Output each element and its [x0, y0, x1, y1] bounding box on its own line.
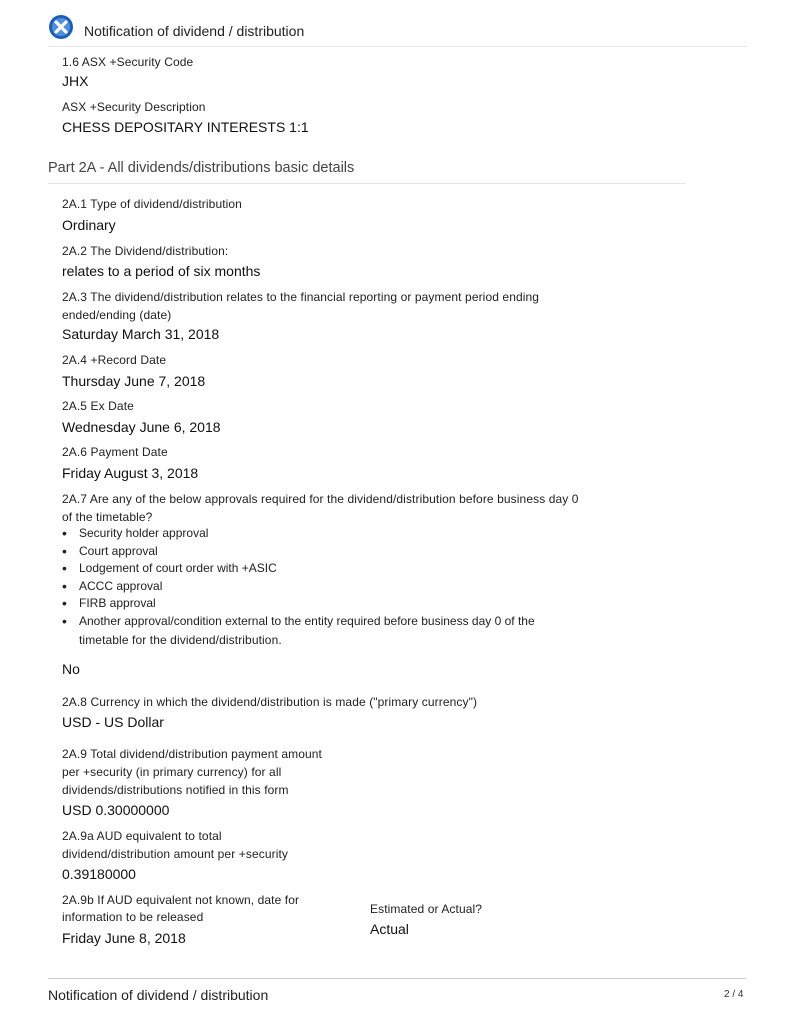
q7-value: No — [62, 661, 80, 677]
list-item-continuation: timetable for the dividend/distribution. — [79, 633, 282, 647]
q9b-label-line2: information to be released — [62, 910, 204, 924]
footer-title: Notification of dividend / distribution — [48, 987, 269, 1003]
q2-value: relates to a period of six months — [62, 263, 261, 279]
section-title: Part 2A - All dividends/distributions basic details — [48, 160, 355, 176]
q4-value: Thursday June 7, 2018 — [62, 373, 206, 389]
section-divider — [48, 183, 686, 184]
security-code-value: JHX — [62, 73, 89, 89]
estimated-value: Actual — [370, 921, 409, 937]
q1-value: Ordinary — [62, 217, 116, 233]
q9a-label-line1: 2A.9a AUD equivalent to total — [62, 829, 222, 843]
list-item: • Another approval/condition external to the entity required before business day 0 of the — [62, 613, 662, 631]
q5-label: 2A.5 Ex Date — [62, 399, 134, 413]
q9-value: USD 0.30000000 — [62, 802, 170, 818]
footer-divider — [48, 978, 746, 979]
q4-label: 2A.4 +Record Date — [62, 353, 167, 367]
list-item: • ACCC approval — [62, 578, 662, 596]
q9-label-line1: 2A.9 Total dividend/distribution payment amount — [62, 747, 322, 761]
q2-label: 2A.2 The Dividend/distribution: — [62, 244, 229, 258]
security-code-label: 1.6 ASX +Security Code — [62, 55, 194, 69]
list-item: • FIRB approval — [62, 595, 662, 613]
q5-value: Wednesday June 6, 2018 — [62, 419, 221, 435]
q9-label-line3: dividends/distributions notified in this form — [62, 783, 289, 797]
q9a-label-line2: dividend/distribution amount per +security — [62, 847, 288, 861]
q7-label-line1: 2A.7 Are any of the below approvals required for the dividend/distribution before business day 0 — [62, 492, 579, 506]
q9a-value: 0.39180000 — [62, 866, 136, 882]
list-item: • Lodgement of court order with +ASIC — [62, 560, 662, 578]
estimated-label: Estimated or Actual? — [370, 902, 483, 916]
q8-label: 2A.8 Currency in which the dividend/distribution is made ("primary currency") — [62, 695, 478, 709]
page-header — [48, 14, 746, 47]
security-description-label: ASX +Security Description — [62, 100, 206, 114]
header-title: Notification of dividend / distribution — [84, 23, 305, 39]
q9-label-line2: per +security (in primary currency) for all — [62, 765, 282, 779]
q7-label-line2: of the timetable? — [62, 510, 153, 524]
q3-value: Saturday March 31, 2018 — [62, 326, 220, 342]
q6-value: Friday August 3, 2018 — [62, 465, 199, 481]
q9b-value: Friday June 8, 2018 — [62, 930, 186, 946]
q8-value: USD - US Dollar — [62, 714, 164, 730]
list-item: • Security holder approval — [62, 525, 662, 543]
q6-label: 2A.6 Payment Date — [62, 445, 168, 459]
security-description-value: CHESS DEPOSITARY INTERESTS 1:1 — [62, 119, 309, 135]
approvals-list — [62, 525, 662, 631]
q3-label-line1: 2A.3 The dividend/distribution relates to the financial reporting or payment period ending — [62, 290, 540, 304]
q9b-label-line1: 2A.9b If AUD equivalent not known, date for — [62, 893, 300, 907]
q1-label: 2A.1 Type of dividend/distribution — [62, 197, 242, 211]
q3-label-line2: ended/ending (date) — [62, 308, 172, 322]
list-item: • Court approval — [62, 543, 662, 561]
page-number: 2 / 4 — [724, 989, 744, 1000]
asx-logo-icon — [48, 14, 74, 40]
